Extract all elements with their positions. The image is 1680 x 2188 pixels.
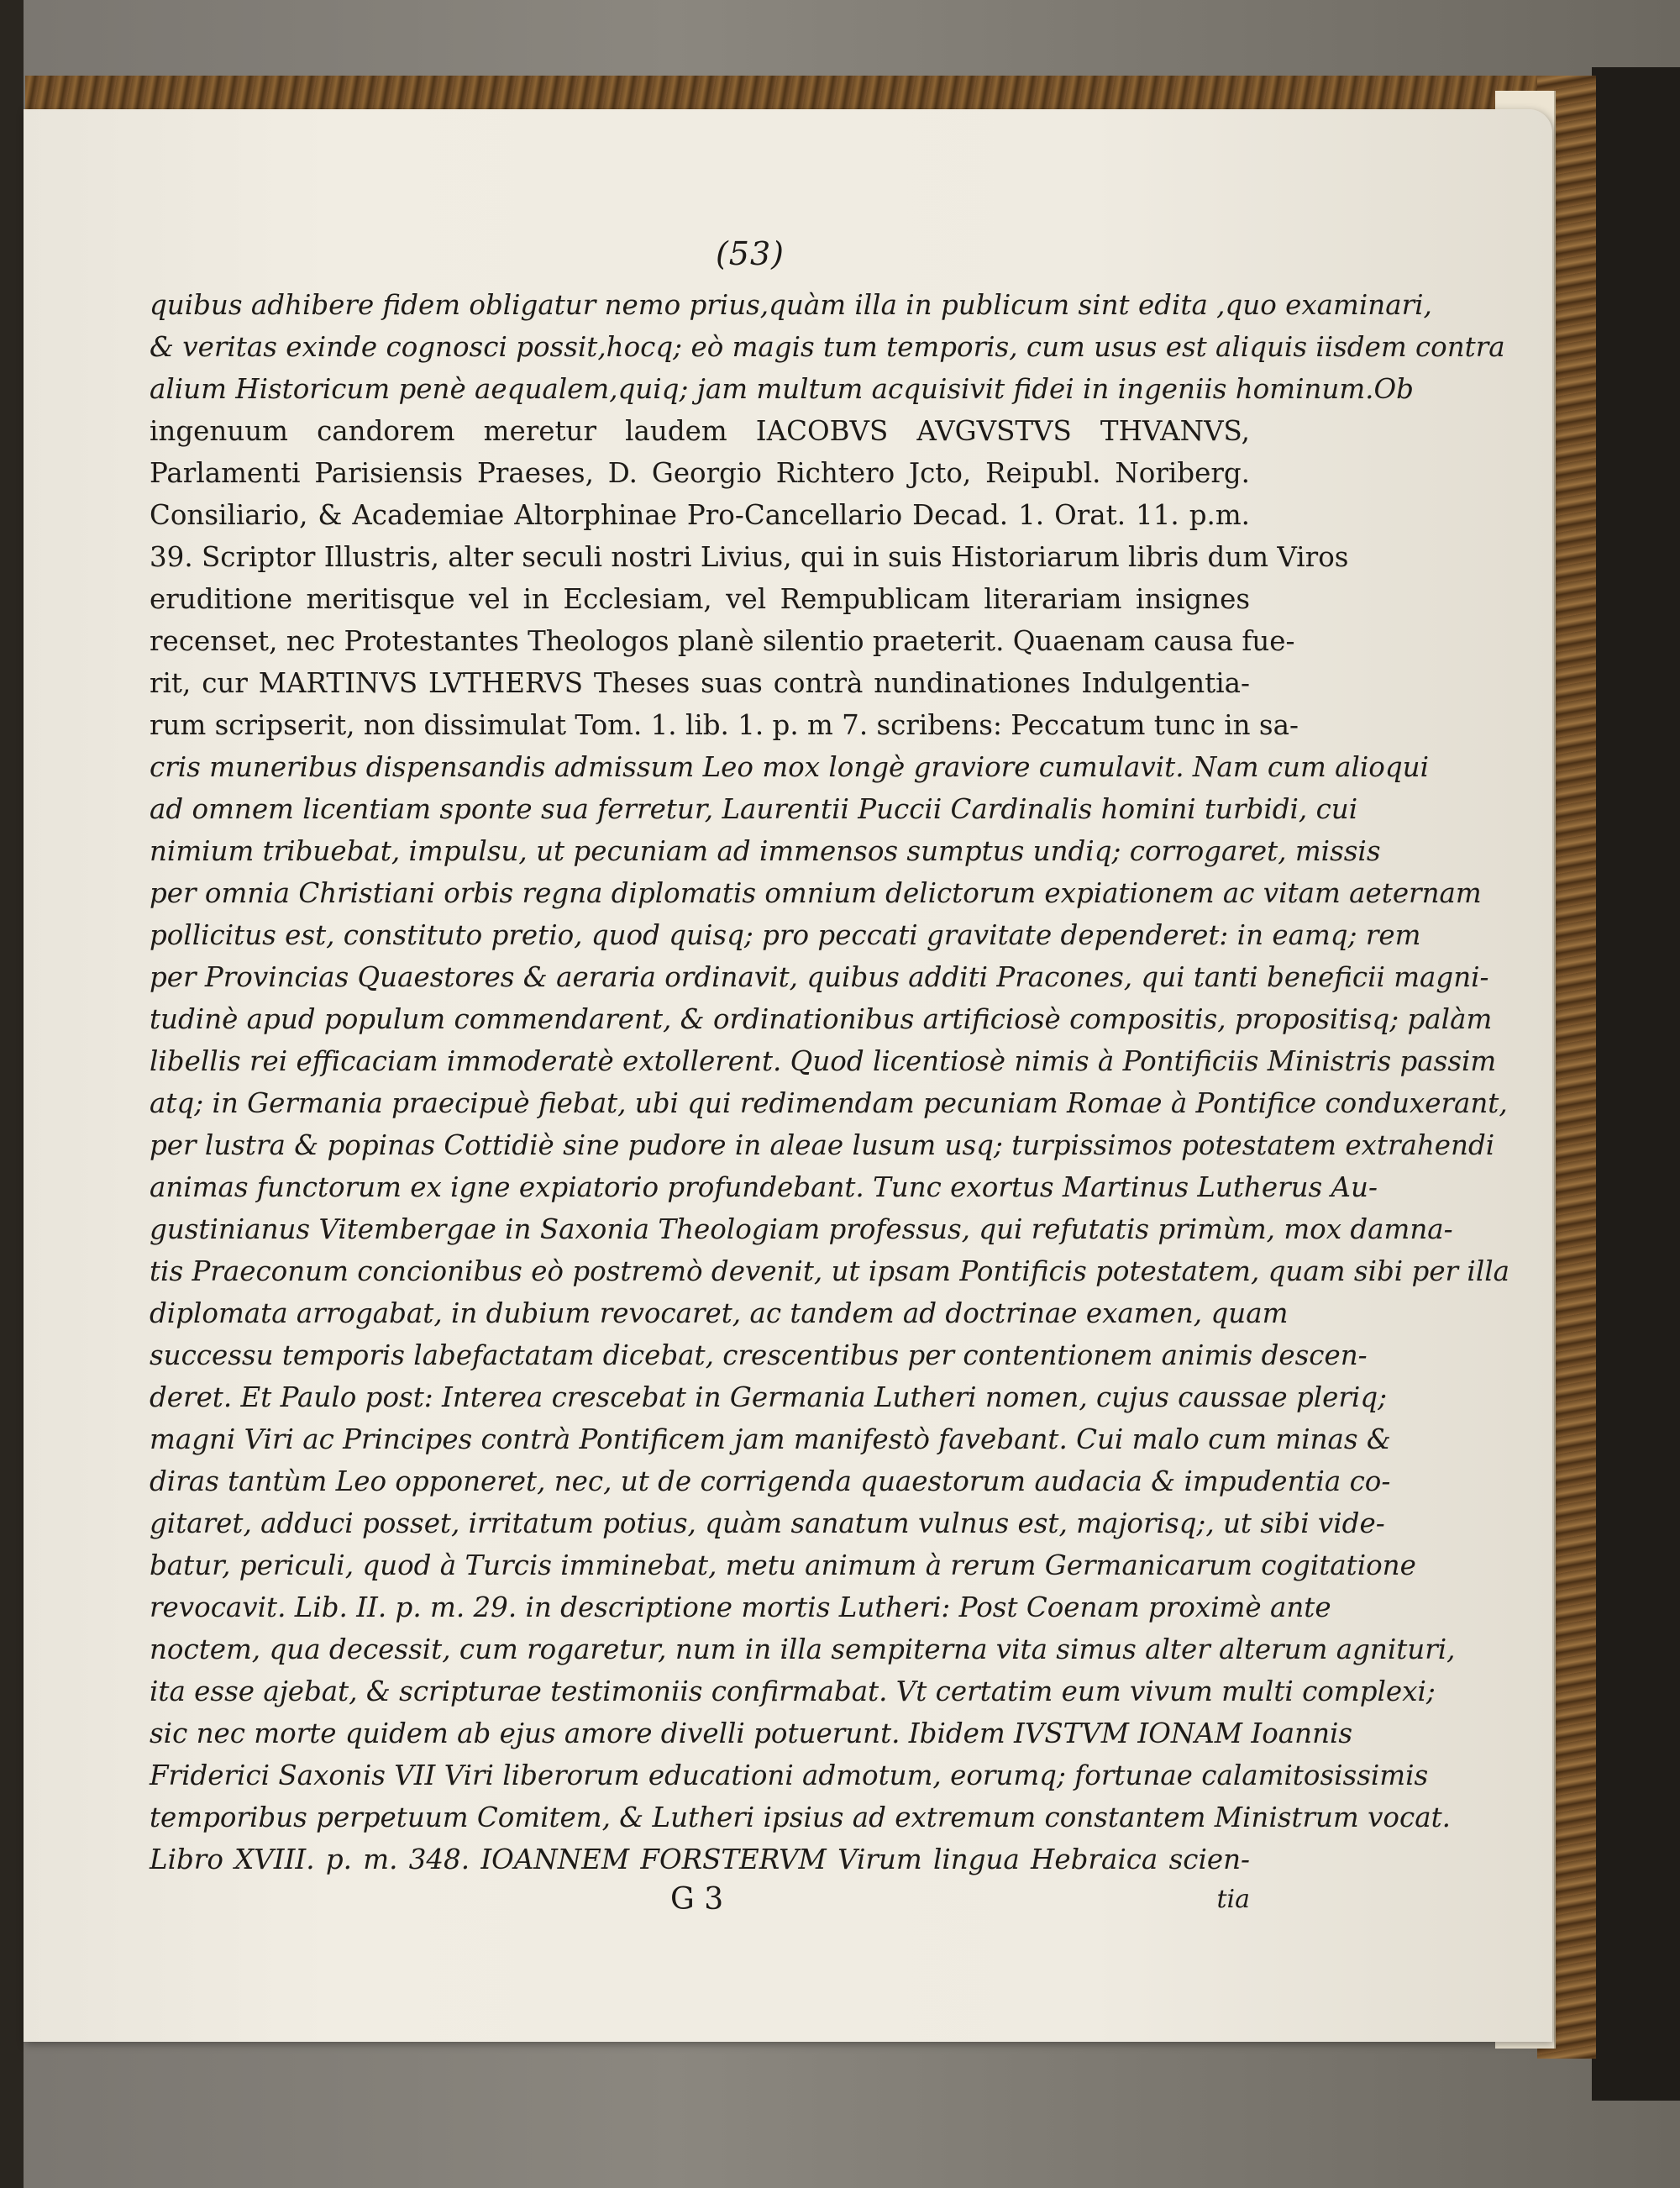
text-line: tis Praeconum concionibus eò postremò devenit, ut ipsam Pontificis potestatem, quam sibi per illa: [150, 1255, 1509, 1287]
text-line: animas functorum ex igne expiatorio profundebant. Tunc exortus Martinus Lutherus Au-: [150, 1171, 1378, 1203]
signature-mark: G 3: [670, 1882, 724, 1917]
text-line: atq; in Germania praecipuè fiebat, ubi qui redimendam pecuniam Romae à Pontifice conduxerant,: [150, 1087, 1508, 1119]
text-line: gitaret, adduci posset, irritatum potius, quàm sanatum vulnus est, majorisq;, ut sibi vide-: [150, 1507, 1385, 1539]
text-line: ita esse ajebat, & scripturae testimoniis confirmabat. Vt certatim eum vivum multi complexi;: [150, 1675, 1436, 1707]
text-line: eruditione meritisque vel in Ecclesiam, vel Rempublicam literariam insignes: [150, 583, 1250, 615]
text-line: per lustra & popinas Cottidiè sine pudore in aleae lusum usq; turpissimos potestatem extrahendi: [150, 1129, 1495, 1161]
book-page: [24, 109, 1552, 2042]
page-number: (53): [715, 235, 785, 272]
page-text-block: [150, 235, 1509, 1919]
text-line: tudinè apud populum commendarent, & ordinationibus artificiosè compositis, propositisq; palàm: [150, 1003, 1493, 1035]
text-line: ad omnem licentiam sponte sua ferretur, Laurentii Puccii Cardinalis homini turbidi, cui: [150, 793, 1358, 825]
text-line: gustinianus Vitembergae in Saxonia Theologiam professus, qui refutatis primùm, mox damna-: [150, 1213, 1453, 1245]
text-line: pollicitus est, constituto pretio, quod quisq; pro peccati gravitate dependeret: in eamq; rem: [150, 919, 1421, 951]
text-line: alium Historicum penè aequalem,quiq; jam multum acquisivit fidei in ingeniis hominum.Ob: [150, 373, 1414, 405]
text-line: successu temporis labefactatam dicebat, crescentibus per contentionem animis descen-: [150, 1339, 1368, 1371]
scanner-edge: [1592, 67, 1680, 2101]
text-line: nimium tribuebat, impulsu, ut pecuniam ad immensos sumptus undiq; corrogaret, missis: [150, 835, 1381, 867]
text-line: Consiliario, & Academiae Altorphinae Pro-Cancellario Decad. 1. Orat. 11. p.m.: [150, 499, 1250, 531]
text-lines: [150, 284, 1509, 1880]
text-line: diras tantùm Leo opponeret, nec, ut de corrigenda quaestorum audacia & impudentia co-: [150, 1465, 1391, 1497]
text-line: Parlamenti Parisiensis Praeses, D. Georgio Richtero Jcto, Reipubl. Noriberg.: [150, 457, 1250, 489]
text-line: Libro XVIII. p. m. 348. IOANNEM FORSTERVM Virum lingua Hebraica scien-: [150, 1843, 1250, 1875]
text-line: deret. Et Paulo post: Interea crescebat in Germania Lutheri nomen, cujus caussae pleriq;: [150, 1381, 1388, 1413]
text-line: cris muneribus dispensandis admissum Leo mox longè graviore cumulavit. Nam cum alioqui: [150, 751, 1429, 783]
text-line: ingenuum candorem meretur laudem IACOBVS AVGVSTVS THVANVS,: [150, 415, 1250, 447]
text-line: magni Viri ac Principes contrà Pontificem jam manifestò favebant. Cui malo cum minas &: [150, 1423, 1391, 1455]
text-line: & veritas exinde cognosci possit,hocq; eò magis tum temporis, cum usus est aliquis iisdem contra: [150, 331, 1505, 363]
text-line: diplomata arrogabat, in dubium revocaret, ac tandem ad doctrinae examen, quam: [150, 1297, 1289, 1329]
text-line: recenset, nec Protestantes Theologos planè silentio praeterit. Quaenam causa fue-: [150, 625, 1295, 657]
text-line: batur, periculi, quod à Turcis imminebat, metu animum à rerum Germanicarum cogitatione: [150, 1549, 1416, 1581]
text-line: libellis rei efficaciam immoderatè extollerent. Quod licentiosè nimis à Pontificiis Ministris passim: [150, 1045, 1497, 1077]
text-line: temporibus perpetuum Comitem, & Lutheri ipsius ad extremum constantem Ministrum vocat.: [150, 1801, 1451, 1833]
text-line: rit, cur MARTINVS LVTHERVS Theses suas contrà nundinationes Indulgentia-: [150, 667, 1250, 699]
text-line: rum scripserit, non dissimulat Tom. 1. lib. 1. p. m 7. scribens: Peccatum tunc in sa-: [150, 709, 1299, 741]
text-line: noctem, qua decessit, cum rogaretur, num in illa sempiterna vita simus alter alterum agnituri,: [150, 1633, 1456, 1665]
text-line: per omnia Christiani orbis regna diplomatis omnium delictorum expiationem ac vitam aeternam: [150, 877, 1482, 909]
text-line: quibus adhibere fidem obligatur nemo prius,quàm illa in publicum sint edita ,quo examinari,: [150, 289, 1432, 321]
text-line: Friderici Saxonis VII Viri liberorum educationi admotum, eorumq; fortunae calamitosissimis: [150, 1759, 1429, 1791]
text-line: 39. Scriptor Illustris, alter seculi nostri Livius, qui in suis Historiarum libris dum Viros: [150, 541, 1349, 573]
catchword: tia: [1216, 1885, 1250, 1914]
left-shadow-edge: [0, 0, 24, 2188]
signature-mark-row: [150, 1880, 1250, 1919]
text-line: revocavit. Lib. II. p. m. 29. in descriptione mortis Lutheri: Post Coenam proximè ante: [150, 1591, 1331, 1623]
text-line: sic nec morte quidem ab ejus amore divelli potuerunt. Ibidem IVSTVM IONAM Ioannis: [150, 1717, 1353, 1749]
text-line: per Provincias Quaestores & aeraria ordinavit, quibus additi Pracones, qui tanti beneficii magni-: [150, 961, 1489, 993]
